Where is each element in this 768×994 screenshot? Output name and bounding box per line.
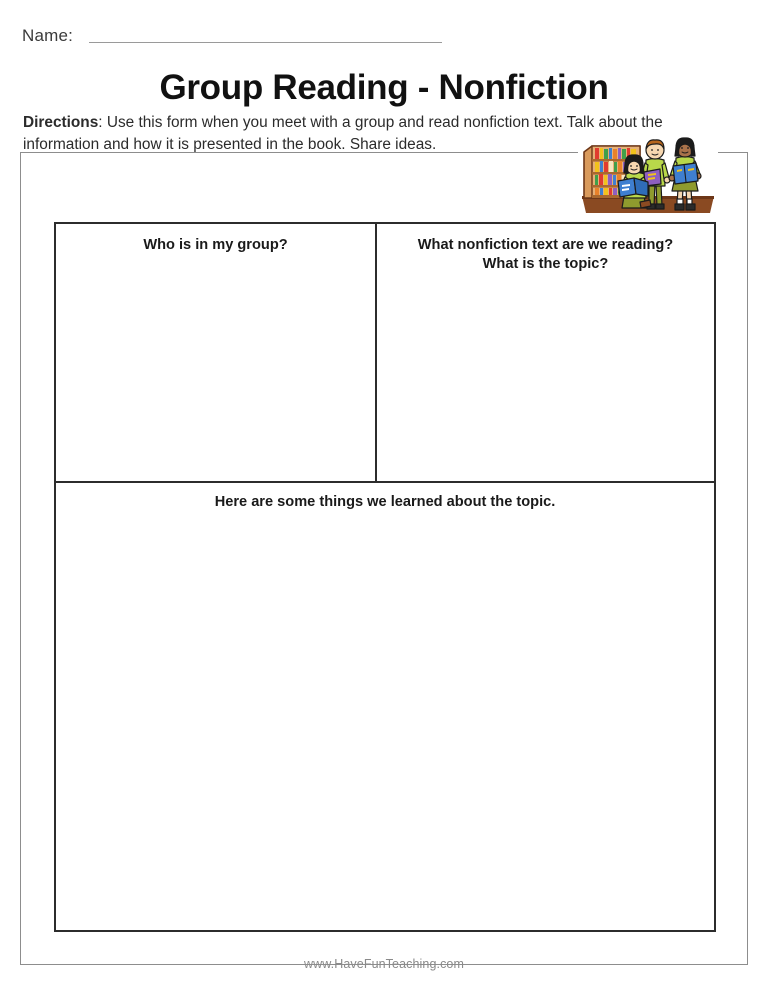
box-who-is-in-my-group[interactable] (56, 224, 377, 481)
children-reading-at-bookshelf-icon (578, 136, 718, 218)
box-heading-things-we-learned: Here are some things we learned about the topic. (214, 494, 556, 510)
box-what-text-and-topic[interactable] (377, 224, 714, 481)
directions-separator: : (98, 114, 103, 132)
directions-label: Directions (23, 114, 99, 132)
name-label: Name: (22, 26, 74, 45)
box-heading-text-line2: What is the topic? (482, 256, 609, 273)
box-things-we-learned[interactable] (56, 483, 714, 930)
footer-website[interactable]: www.HaveFunTeaching.com (303, 957, 464, 971)
worksheet-grid (54, 222, 716, 932)
box-heading-text-line1: What nonfiction text are we reading? (417, 237, 674, 253)
name-input-line[interactable] (89, 42, 442, 43)
name-row (22, 22, 442, 46)
worksheet-top-row (56, 224, 714, 483)
box-heading-group-members: Who is in my group? (143, 237, 288, 253)
directions-text: Use this form when you meet with a group and read nonfiction text. Talk about the information and how it is presented in the book. Share ideas. (23, 114, 663, 154)
page-title: Group Reading - Nonfiction (159, 68, 609, 108)
